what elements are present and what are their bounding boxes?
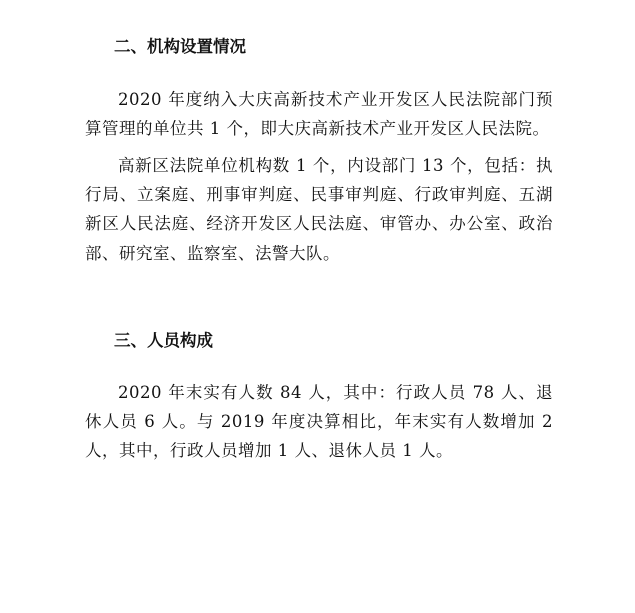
section-heading-personnel: 三、人员构成 [114,331,213,350]
paragraph-personnel-count: 2020 年末实有人数 84 人，其中：行政人员 78 人、退休人员 6 人。与 2019 年度决算相比，年末实有人数增加 2 人，其中，行政人员增加 1 人、退休人员 1 人。 [85,383,553,461]
paragraph-internal-departments: 高新区法院单位机构数 1 个，内设部门 13 个，包括：执行局、立案庭、刑事审判庭、民事审判庭、行政审判庭、五湖新区人民法庭、经济开发区人民法庭、审管办、办公室、政治部、研究室、监察室、法警大队。 [85,156,553,263]
paragraph-budget-units: 2020 年度纳入大庆高新技术产业开发区人民法院部门预算管理的单位共 1 个，即大庆高新技术产业开发区人民法院。 [85,90,553,139]
section-heading-organization: 二、机构设置情况 [114,37,246,56]
